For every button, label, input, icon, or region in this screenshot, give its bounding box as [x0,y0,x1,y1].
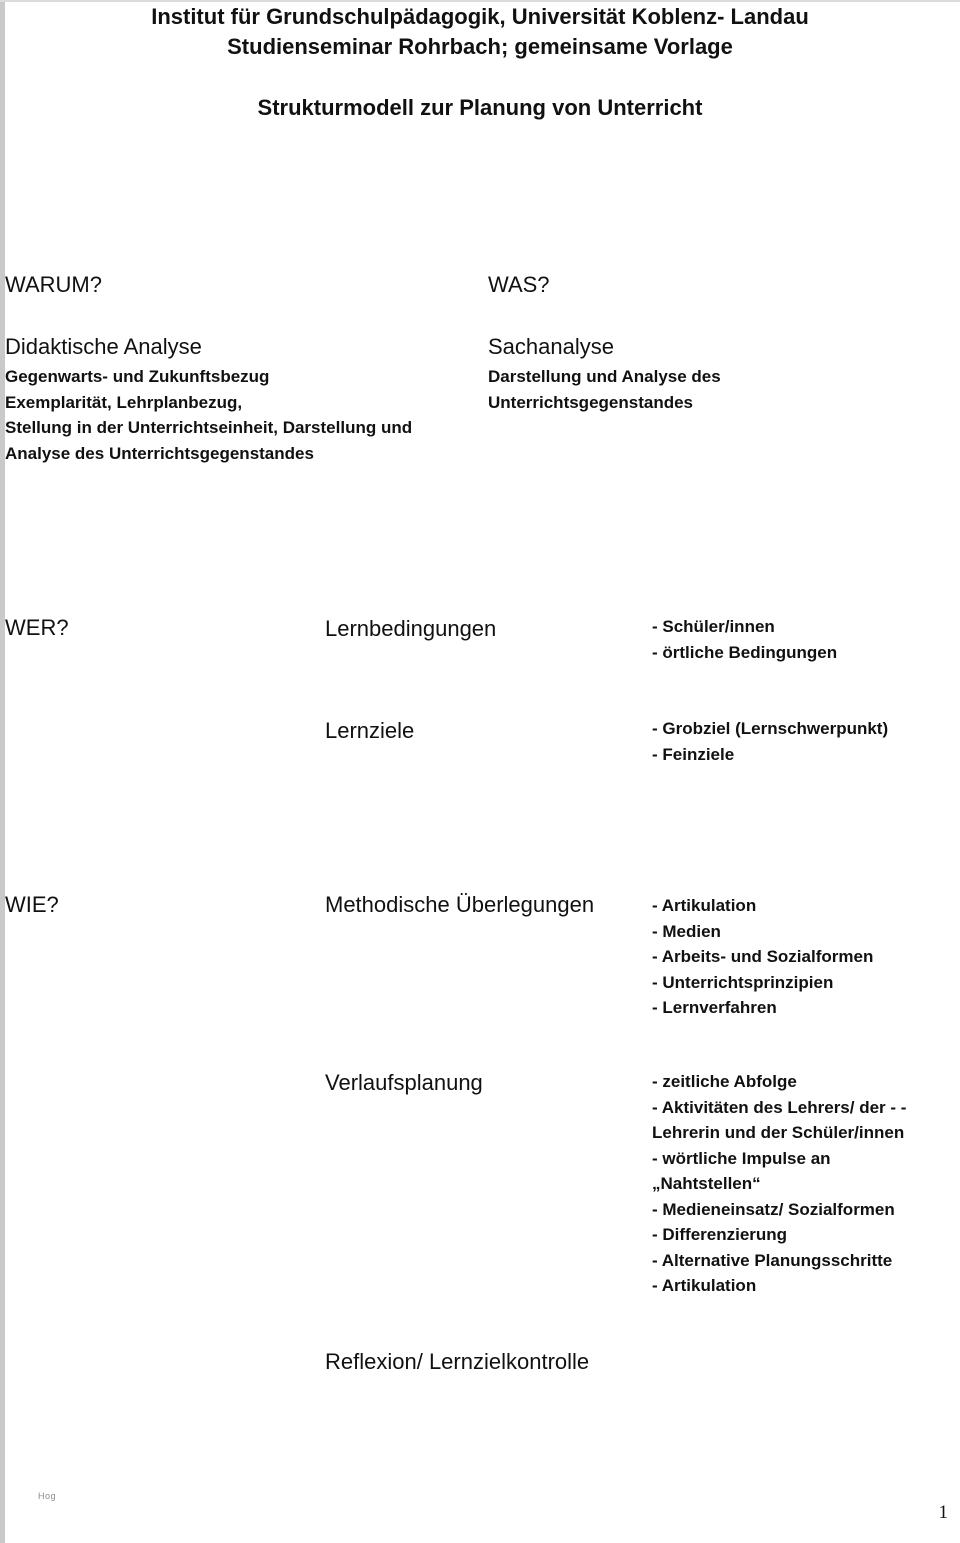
bullet-line: - Arbeits- und Sozialformen [652,947,874,966]
body-line: Analyse des Unterrichtsgegenstandes [5,443,314,463]
bullet-line: - wörtliche Impulse an [652,1148,831,1168]
methodische-ueberlegungen-bullets [652,893,873,1021]
lernziele-label: Lernziele [325,718,415,743]
body-line: Unterrichtsgegenstandes [488,392,693,412]
sachanalyse-label: Sachanalyse [488,334,614,359]
bullet-line: - Alternative Planungsschritte [652,1250,893,1270]
page-number: 1 [938,1502,948,1523]
lernziele-bullets [652,716,888,767]
header-seminar-line: Studienseminar Rohrbach; gemeinsame Vorlage [227,34,733,59]
question-wer: WER? [5,615,69,640]
bullet-line: - örtliche Bedingungen [652,642,838,662]
didaktische-analyse-text [5,364,412,466]
bullet-line: - Medien [652,921,721,941]
body-line: Gegenwarts- und Zukunftsbezug [5,367,270,386]
lernbedingungen-bullets [652,614,837,665]
bullet-line: - Artikulation [652,1276,757,1295]
verlaufsplanung-bullets [652,1069,906,1299]
question-wie: WIE? [5,892,59,917]
bullet-line: - Medieneinsatz/ Sozialformen [652,1199,895,1219]
lernbedingungen-label: Lernbedingungen [325,616,497,641]
bullet-line: - zeitliche Abfolge [652,1072,797,1091]
question-warum: WARUM? [5,272,102,297]
bullet-line: - Lernverfahren [652,998,777,1017]
body-line: Darstellung und Analyse des [488,367,721,386]
didaktische-analyse-label: Didaktische Analyse [5,334,202,359]
sachanalyse-text [488,364,721,415]
header-institute-line: Institut für Grundschulpädagogik, Universität Koblenz- Landau [151,4,809,29]
methodische-ueberlegungen-label: Methodische Überlegungen [325,892,595,917]
body-line: Exemplarität, Lehrplanbezug, [5,392,243,412]
reflexion-lernzielkontrolle-label: Reflexion/ Lernzielkontrolle [325,1349,590,1374]
bullet-line: - Unterrichtsprinzipien [652,972,834,992]
bullet-line: - Feinziele [652,744,735,764]
verlaufsplanung-label: Verlaufsplanung [325,1070,483,1095]
bullet-line: „Nahtstellen“ [652,1174,761,1193]
bullet-line: - Aktivitäten des Lehrers/ der - - [652,1097,907,1117]
bullet-line: Lehrerin und der Schüler/innen [652,1123,905,1142]
footer-mark: Hog [38,1491,57,1501]
bullet-line: - Artikulation [652,896,757,915]
question-was: WAS? [488,272,550,297]
document-header [0,2,960,123]
bullet-line: - Grobziel (Lernschwerpunkt) [652,719,889,738]
page-left-edge [0,0,5,1543]
bullet-line: - Schüler/innen [652,617,775,636]
bullet-line: - Differenzierung [652,1225,788,1244]
body-line: Stellung in der Unterrichtseinheit, Darstellung und [5,418,413,437]
document-title: Strukturmodell zur Planung von Unterricht [257,95,703,120]
